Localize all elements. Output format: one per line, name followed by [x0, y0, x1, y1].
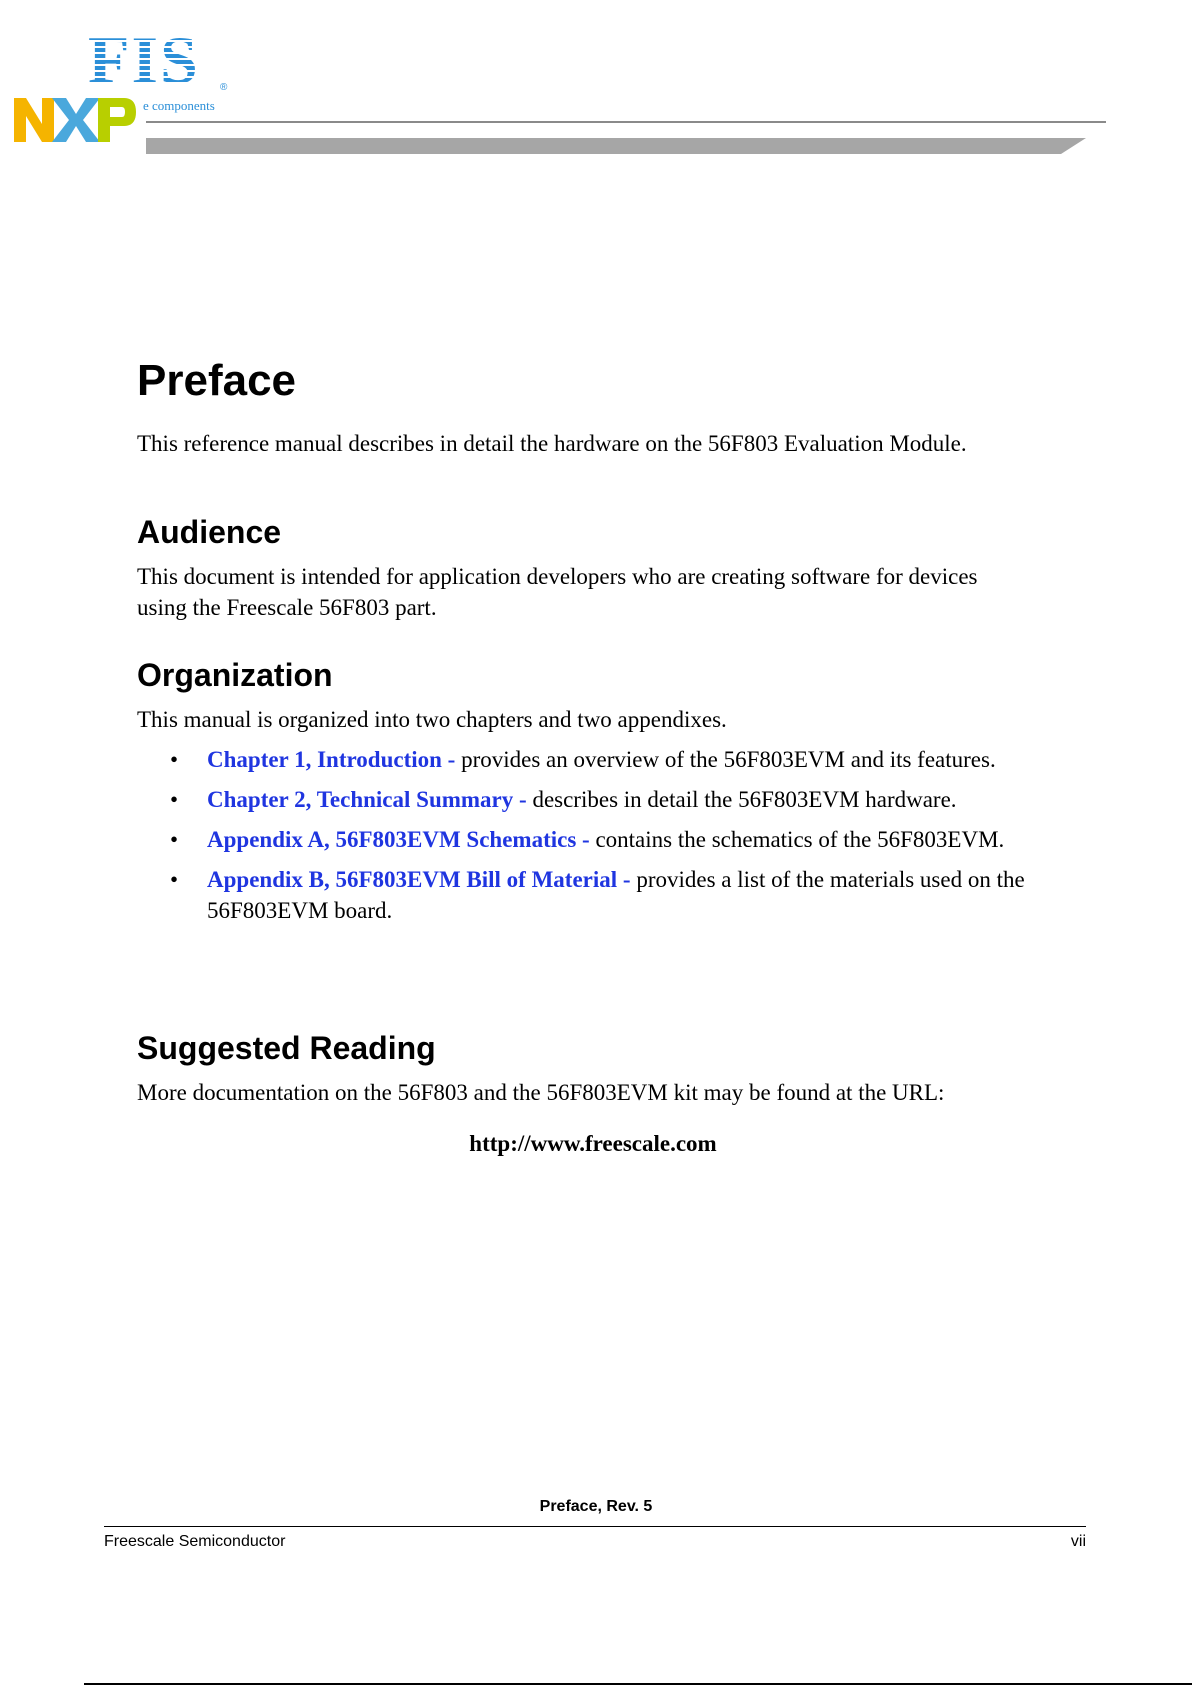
nxp-logo-n [14, 98, 54, 142]
list-item-description: describes in detail the 56F803EVM hardware. [532, 787, 957, 812]
list-item-description: contains the schematics of the 56F803EVM. [595, 827, 1005, 852]
fis-logo-text: FIS [88, 22, 200, 98]
organization-list [137, 744, 1057, 935]
header-rule [146, 121, 1106, 123]
suggested-reading-heading: Suggested Reading [137, 1030, 436, 1066]
list-item [137, 824, 1057, 855]
appendix-b-link[interactable]: Appendix B, 56F803EVM Bill of Material - [207, 867, 637, 892]
audience-heading: Audience [137, 514, 282, 550]
audience-paragraph: This document is intended for application developers who are creating software for devices using the Freescale 56F803 part. [137, 564, 978, 620]
page-title: Preface [137, 356, 297, 405]
suggested-reading-paragraph: More documentation on the 56F803 and the 56F803EVM kit may be found at the URL: [137, 1080, 945, 1105]
nxp-logo-x [52, 98, 100, 142]
list-item [137, 744, 1057, 775]
bullet: • [170, 827, 179, 852]
nxp-logo [12, 92, 137, 146]
preface-intro-paragraph: This reference manual describes in detail the hardware on the 56F803 Evaluation Module. [137, 431, 967, 456]
page-number: vii [1070, 1533, 1086, 1550]
header-bar [146, 138, 1086, 154]
freescale-url[interactable]: http://www.freescale.com [469, 1131, 717, 1156]
bullet: • [170, 867, 179, 892]
chapter-1-link[interactable]: Chapter 1, Introduction - [207, 747, 462, 772]
nxp-logo-p [98, 98, 136, 142]
footer-title: Preface, Rev. 5 [539, 1498, 653, 1515]
logo-tagline: e components [143, 98, 215, 113]
bullet: • [170, 747, 179, 772]
list-item-description: provides a list of the materials used on the 56F803EVM board. [207, 867, 1025, 923]
footer-rule [104, 1526, 1086, 1527]
list-item-description: provides an overview of the 56F803EVM and its features. [461, 747, 996, 772]
footer-company: Freescale Semiconductor [104, 1533, 286, 1550]
appendix-a-link[interactable]: Appendix A, 56F803EVM Schematics - [207, 827, 596, 852]
list-item [137, 784, 1057, 815]
bullet: • [170, 787, 179, 812]
organization-intro-paragraph: This manual is organized into two chapters and two appendixes. [137, 707, 727, 732]
organization-heading: Organization [137, 657, 333, 693]
list-item [137, 864, 1057, 926]
registered-mark: ® [220, 82, 228, 93]
chapter-2-link[interactable]: Chapter 2, Technical Summary - [207, 787, 533, 812]
